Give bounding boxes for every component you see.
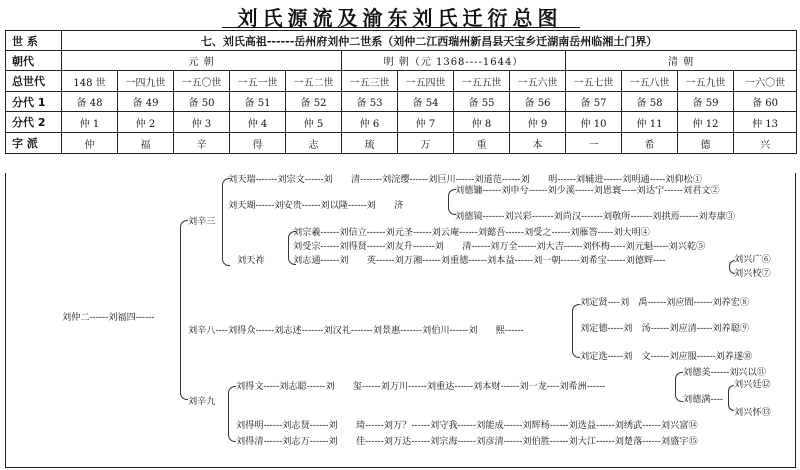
line-dingxian: 刘定贤----刘 禹------刘应間------刘养宏⑧: [580, 297, 750, 308]
fen1-label: 分代 1: [6, 92, 62, 112]
root-line: 刘仲二------刘福四------: [62, 312, 155, 323]
zong-cell: 一五一世: [230, 71, 286, 92]
branch-xinjiu: 刘辛九: [188, 396, 216, 407]
line-deming: 刘得明------刘志贤------刘 琦------刘万？------刘守我------刘能成------刘辉杨------刘选益------刘绣武------刘兴富⑭: [236, 420, 698, 431]
bracket-xi: [572, 304, 580, 358]
branch-xinsan: 刘辛三: [188, 216, 216, 227]
page-title: 刘氏源流及渝东刘氏迁衍总图: [237, 6, 563, 30]
fen2-cell: 仲 9: [510, 112, 566, 133]
line-zhitong: 刘志通------刘 英------刘万湘------刘重德------刘本益------刘一朝------刘希宝------刘德辉----: [293, 255, 666, 266]
fen2-cell: 仲 5: [286, 112, 342, 133]
line-deman: 刘德满----: [683, 394, 723, 405]
fen1-cell: 备 54: [398, 92, 454, 112]
zong-cell: 一四九世: [118, 71, 174, 92]
fen2-cell: 仲 7: [398, 112, 454, 133]
line-shouzong: 刘受宗------刘得贤------刘友升-------刘 清------刘万全------刘大吉------刘怀梅-----刘元魁-----刘兴乾⑤: [293, 241, 706, 252]
zipai-cell: 得: [230, 133, 286, 154]
zipai-cell: 志: [286, 133, 342, 154]
zong-cell: 一五六世: [510, 71, 566, 92]
line-tianhu: 刘天瑚------刘安贵------刘以隆------刘 济: [228, 200, 404, 211]
fen2-label: 分代 2: [6, 112, 62, 133]
zipai-cell: 一: [566, 133, 622, 154]
fen1-cell: 备 51: [230, 92, 286, 112]
branch-tianzuo: 刘天祚: [237, 255, 265, 266]
fen2-cell: 仲 4: [230, 112, 286, 133]
fen1-cell: 备 52: [286, 92, 342, 112]
fen2-cell: 仲 13: [734, 112, 797, 133]
zipai-cell: 本: [510, 133, 566, 154]
zipai-cell: 兴: [734, 133, 797, 154]
line-dingde: 刘定德-----刘 汤------刘应清-----刘养聪⑨: [580, 323, 750, 334]
root-bracket: [180, 220, 188, 400]
fen1-cell: 备 48: [62, 92, 118, 112]
line-deqing: 刘得清------刘志万------刘 佳------刘万达------刘宗海------刘彦清------刘伯胜------刘大江------刘楚落------刘盛宇⑮: [236, 436, 698, 447]
fen2-cell: 仲 2: [118, 112, 174, 133]
fen1-cell: 备 56: [510, 92, 566, 112]
fen2-cell: 仲 10: [566, 112, 622, 133]
zipai-cell: 重: [454, 133, 510, 154]
zong-cell: 一五八世: [622, 71, 678, 92]
branch-xinba: 刘辛八----刘得众------刘志述-------刘汉礼-------刘景惠-------刘伯川------刘 熙------: [188, 325, 524, 336]
leaf-xingting: 刘兴廷⑫: [734, 379, 771, 390]
fen1-cell: 备 53: [342, 92, 398, 112]
chaodai-label: 朝代: [6, 51, 62, 71]
line-dewen: 刘得文-----刘志聪------刘 玺------刘万川------刘重达------刘本财------刘一龙----刘希洲------: [236, 381, 606, 392]
fen2-cell: 仲 3: [174, 112, 230, 133]
zipai-cell: 仲: [62, 133, 118, 154]
zipai-cell: 琉: [342, 133, 398, 154]
zipai-cell: 福: [118, 133, 174, 154]
line-deyong: 刘德镛------刘申兮------刘少溪------刘恩寰-----刘达宁------刘君文②: [455, 185, 720, 196]
bracket-xizhou: [675, 372, 683, 402]
fen1-cell: 备 59: [678, 92, 734, 112]
line-tianrui: 刘天瑞-------刘宗文------刘 清-------刘浣缨------刘巨川------刘道范------刘 明------刘辅进------刘明通-----刘仰松①: [228, 174, 702, 185]
fen1-cell: 备 49: [118, 92, 174, 112]
line-dingxuan: 刘定选-----刘 文------刘应服------刘养遂⑩: [580, 351, 753, 362]
zong-cell: 一六〇世: [734, 71, 797, 92]
zipai-cell: 辛: [174, 133, 230, 154]
zipai-cell: 德: [678, 133, 734, 154]
zipai-cell: 希: [622, 133, 678, 154]
dynasty-yuan: 元 朝: [62, 51, 342, 71]
fen1-cell: 备 55: [454, 92, 510, 112]
line-zongxi: 刘宗羲------刘信立------刘元圣------刘云庵------刘懿吾------刘受之------刘雁答-----刘大明④: [293, 227, 650, 238]
line-dejing: 刘德镜-------刘兴彩-------刘尚汉-------刘敬所-------刘拱焉------刘寿康③: [455, 211, 736, 222]
leaf-xingjiao: 刘兴校⑦: [734, 268, 771, 279]
fen1-cell: 备 50: [174, 92, 230, 112]
dynasty-qing: 清 朝: [566, 51, 797, 71]
zong-cell: 一五九世: [678, 71, 734, 92]
zong-cell: 一五四世: [398, 71, 454, 92]
dynasty-ming: 明 朝（元 1368----1644）: [342, 51, 566, 71]
shixi-label: 世 系: [6, 31, 62, 51]
fen2-cell: 仲 12: [678, 112, 734, 133]
zipai-cell: 万: [398, 133, 454, 154]
zong-cell: 一五三世: [342, 71, 398, 92]
fen1-cell: 备 57: [566, 92, 622, 112]
fen1-cell: 备 60: [734, 92, 797, 112]
bracket-xinjiu: [228, 386, 236, 442]
zong-label: 总世代: [6, 71, 62, 92]
fen2-cell: 仲 6: [342, 112, 398, 133]
zong-cell: 一五〇世: [174, 71, 230, 92]
zong-cell: 148 世: [62, 71, 118, 92]
zong-cell: 一五五世: [454, 71, 510, 92]
leaf-xingguang: 刘兴广⑥: [734, 254, 771, 265]
bracket-xinsan: [222, 178, 230, 266]
fen1-cell: 备 58: [622, 92, 678, 112]
line-demei: 刘德美------刘兴以⑪: [683, 367, 766, 378]
zong-cell: 一五七世: [566, 71, 622, 92]
leaf-xinghuai: 刘兴怀⑬: [734, 407, 771, 418]
fen2-cell: 仲 1: [62, 112, 118, 133]
fen2-cell: 仲 11: [622, 112, 678, 133]
zong-cell: 一五二世: [286, 71, 342, 92]
shixi-text: 七、刘氏高祖------岳州府刘仲二世系（刘仲二江西瑞州新昌县天宝乡迁湖南岳州临湘土门界）: [62, 31, 797, 51]
fen2-cell: 仲 8: [454, 112, 510, 133]
zipai-label: 字 派: [6, 133, 62, 154]
